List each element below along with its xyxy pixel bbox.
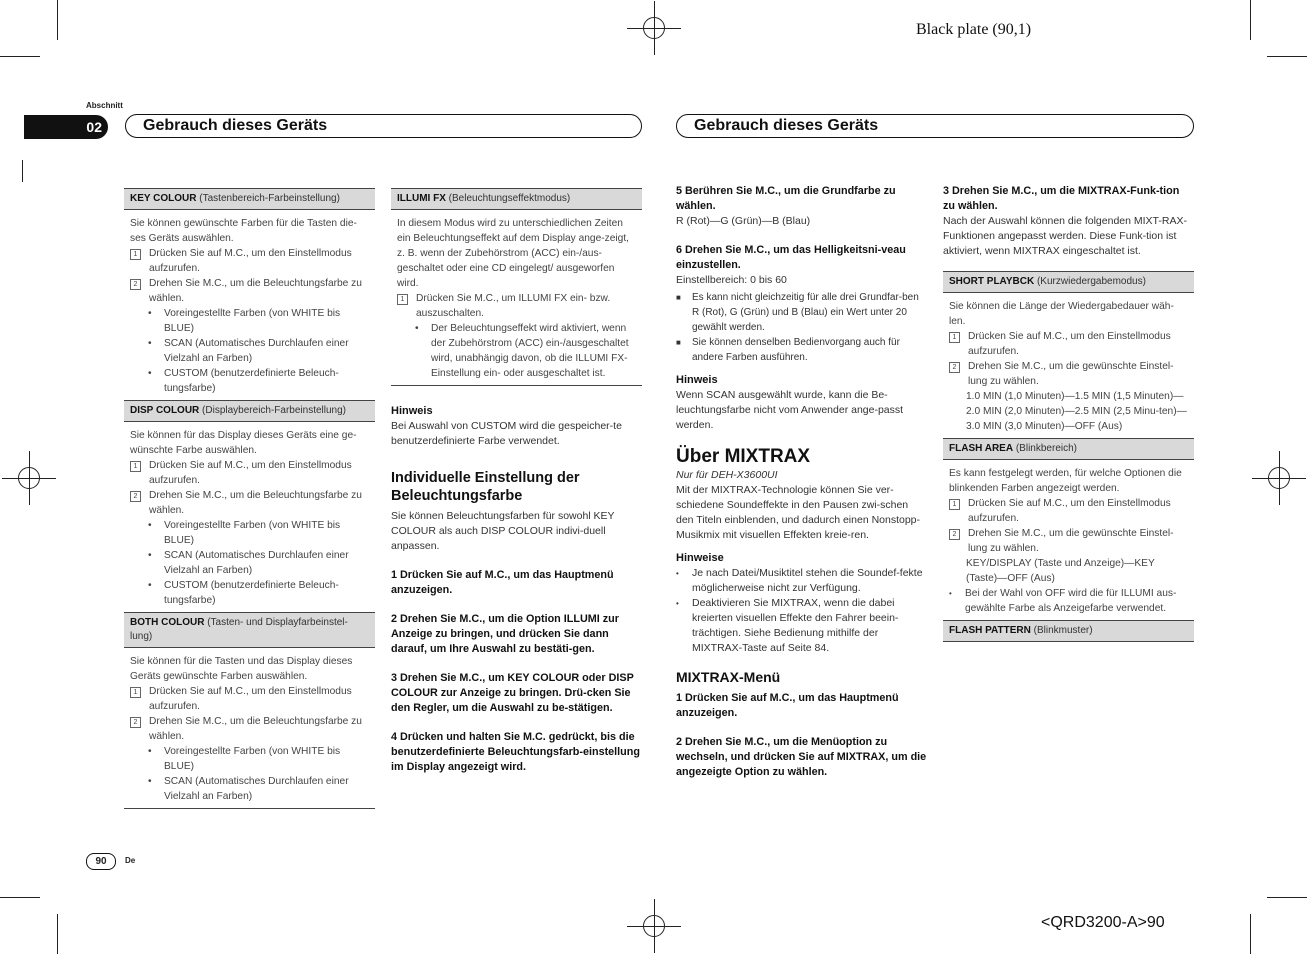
registration-mark	[1264, 463, 1294, 493]
mixtrax-menu-heading: MIXTRAX-Menü	[676, 669, 781, 685]
illumi-fx-header: ILLUMI FX (Beleuchtungseffektmodus)	[391, 188, 642, 210]
crop-mark	[0, 897, 40, 898]
document-code: <QRD3200-A>90	[1041, 914, 1165, 931]
crop-mark	[1250, 914, 1251, 954]
short-playbck-header: SHORT PLAYBCK (Kurzwiedergabemodus)	[943, 271, 1194, 293]
crop-mark	[0, 56, 40, 57]
flash-area-header: FLASH AREA (Blinkbereich)	[943, 438, 1194, 460]
disp-colour-header: DISP COLOUR (Displaybereich-Farbeinstellung)	[124, 400, 375, 422]
language-code: De	[125, 856, 136, 865]
crop-mark	[57, 914, 58, 954]
hinweis-heading: Hinweis	[391, 405, 433, 417]
section-title-left: Gebrauch dieses Geräts	[125, 114, 642, 138]
section-title-right: Gebrauch dieses Geräts	[676, 114, 1194, 138]
key-colour-header: KEY COLOUR (Tastenbereich-Farbeinstellung)	[124, 188, 375, 210]
crop-mark	[1267, 56, 1307, 57]
registration-mark	[14, 463, 44, 493]
column-3: 5 Berühren Sie M.C., um die Grundfarbe zu wählen. R (Rot)—G (Grün)—B (Blau) 6 Drehen Sie M.C., um das Helligkeitsni-veau einzustellen. Einstellbereich: 0 bis 60 ■ Es kann nicht gleichzeitig für alle drei Grundfar-ben R (Rot), G (Grün) und B (Blau) ein Wert unter 20 gewählt werden. ■ Sie können denselben Bedienvorgang auch für andere Farben ausführen. Hinweis Wenn SCAN ausgewählt wurde, kann die Be-leuchtungsfarbe nicht vom Anwender ange-passt werden. Über MIXTRAX Nur für DEH-X3600UI Mit der MIXTRAX-Technologie können Sie ver-schiedene Soundeffekte in den Pausen zwi-schen den Titeln einblenden, und dadurch einen Nonstopp-Musikmix mit visuellen Effekten kreie-ren. Hinweise • Je nach Datei/Musiktitel stehen die Soundef-fekte möglicherweise nicht zur Verfügung. • Deaktivieren Sie MIXTRAX, wenn die dabei kreierten visuellen Effekte den Fahrer beein-trächtigen. Siehe Bedienung mithilfe der MIXTRAX-Taste auf Seite 84. MIXTRAX-Menü 1 Drücken Sie auf M.C., um das Hauptmenü anzuzeigen. 2 Drehen Sie M.C., um die Menüoption zu wechseln, und drücken Sie auf MIXTRAX, um die angezeigte Option zu wählen.	[676, 185, 927, 778]
column-2: ILLUMI FX (Beleuchtungseffektmodus) In diesem Modus wird zu unterschiedlichen Zeiten ein Beleuchtungseffekt auf dem Display ange-zeigt, z. B. wenn der Zubehörstrom (ACC) ein-/aus-geschaltet oder eine CD eingelegt/ ausgeworfen wird. 1 Drücken Sie M.C., um ILLUMI FX ein- bzw. auszuschalten. • Der Beleuchtungseffekt wird aktiviert, wenn der Zubehörstrom (ACC) ein-/ausgeschaltet wird, unabhängig davon, ob die ILLUMI FX-Einstellung ein- oder ausgeschaltet ist. Hinweis Bei Auswahl von CUSTOM wird die gespeicher-te benutzerdefinierte Farbe verwendet. Individuelle Einstellung der Beleuchtungsfarbe Sie können Beleuchtungsfarben für sowohl KEY COLOUR als auch DISP COLOUR indivi-duell anpassen. 1 Drücken Sie auf M.C., um das Hauptmenü anzuzeigen. 2 Drehen Sie M.C., um die Option ILLUMI zur Anzeige zu bringen, und drücken Sie dann darauf, um Ihre Auswahl zu bestäti-gen. 3 Drehen Sie M.C., um KEY COLOUR oder DISP COLOUR zur Anzeige zu bringen. Drü-cken Sie den Regler, um die Auswahl zu be-stätigen. 4 Drücken und halten Sie M.C. gedrückt, bis die benutzerdefinierte Beleuchtungsfarb-einstellung im Display angezeigt wird.	[391, 188, 642, 775]
plate-label: Black plate (90,1)	[916, 21, 1032, 38]
registration-mark	[639, 911, 669, 941]
column-1: KEY COLOUR (Tastenbereich-Farbeinstellung) Sie können gewünschte Farben für die Tasten die-ses Geräts auswählen. 1 Drücken Sie auf M.C., um den Einstellmodus aufzurufen. 2 Drehen Sie M.C., um die Beleuchtungsfarbe zu wählen. • Voreingestellte Farben (von WHITE bis BLUE) • SCAN (Automatisches Durchlaufen einer Vielzahl an Farben) • CUSTOM (benutzerdefinierte Beleuch-tungsfarbe) DISP COLOUR (Displaybereich-Farbeinstellung) Sie können für das Display dieses Geräts eine ge-wünschte Farbe auswählen. 1 Drücken Sie auf M.C., um den Einstellmodus aufzurufen. 2 Drehen Sie M.C., um die Beleuchtungsfarbe zu wählen. • Voreingestellte Farben (von WHITE bis BLUE) • SCAN (Automatisches Durchlaufen einer Vielzahl an Farben) • CUSTOM (benutzerdefinierte Beleuch-tungsfarbe) BOTH COLOUR (Tasten- und Displayfarbeinstel-lung) Sie können für die Tasten und das Display dieses Geräts gewünschte Farben auswählen. 1 Drücken Sie auf M.C., um den Einstellmodus aufzurufen. 2 Drehen Sie M.C., um die Beleuchtungsfarbe zu wählen. • Voreingestellte Farben (von WHITE bis BLUE) • SCAN (Automatisches Durchlaufen einer Vielzahl an Farben)	[124, 188, 375, 809]
column-4: 3 Drehen Sie M.C., um die MIXTRAX-Funk-tion zu wählen. Nach der Auswahl können die folgenden MIXT-RAX-Funktionen angepasst werden. Diese Funk-tion ist aktiviert, wenn MIXTRAX eingeschaltet ist. SHORT PLAYBCK (Kurzwiedergabemodus) Sie können die Länge der Wiedergabedauer wäh-len. 1 Drücken Sie auf M.C., um den Einstellmodus aufzurufen. 2 Drehen Sie M.C., um die gewünschte Einstel-lung zu wählen. 1.0 MIN (1,0 Minuten)—1.5 MIN (1,5 Minuten)—2.0 MIN (2,0 Minuten)—2.5 MIN (2,5 Minu-ten)—3.0 MIN (3,0 Minuten)—OFF (Aus) FLASH AREA (Blinkbereich) Es kann festgelegt werden, für welche Optionen die blinkenden Farben angezeigt werden. 1 Drücken Sie auf M.C., um den Einstellmodus aufzurufen. 2 Drehen Sie M.C., um die gewünschte Einstel-lung zu wählen. KEY/DISPLAY (Taste und Anzeige)—KEY (Taste)—OFF (Aus) • Bei der Wahl von OFF wird die für ILLUMI aus-gewählte Farbe als Anzeigefarbe verwendet. FLASH PATTERN (Blinkmuster)	[943, 184, 1194, 642]
both-colour-header: BOTH COLOUR (Tasten- und Displayfarbeinstel-lung)	[124, 612, 375, 648]
crop-mark	[22, 160, 23, 182]
indiv-heading: Individuelle Einstellung der Beleuchtungsfarbe	[391, 470, 580, 504]
crop-mark	[1267, 897, 1307, 898]
crop-mark	[1250, 0, 1251, 40]
registration-mark	[639, 13, 669, 43]
page-number: 90	[86, 853, 116, 870]
crop-mark	[57, 0, 58, 40]
hinweise-heading: Hinweise	[676, 552, 724, 564]
section-label: Abschnitt	[86, 101, 123, 110]
flash-pattern-header: FLASH PATTERN (Blinkmuster)	[943, 620, 1194, 642]
section-number-badge: 02	[24, 115, 108, 139]
hinweis-heading: Hinweis	[676, 374, 718, 386]
mixtrax-heading: Über MIXTRAX	[676, 446, 811, 467]
